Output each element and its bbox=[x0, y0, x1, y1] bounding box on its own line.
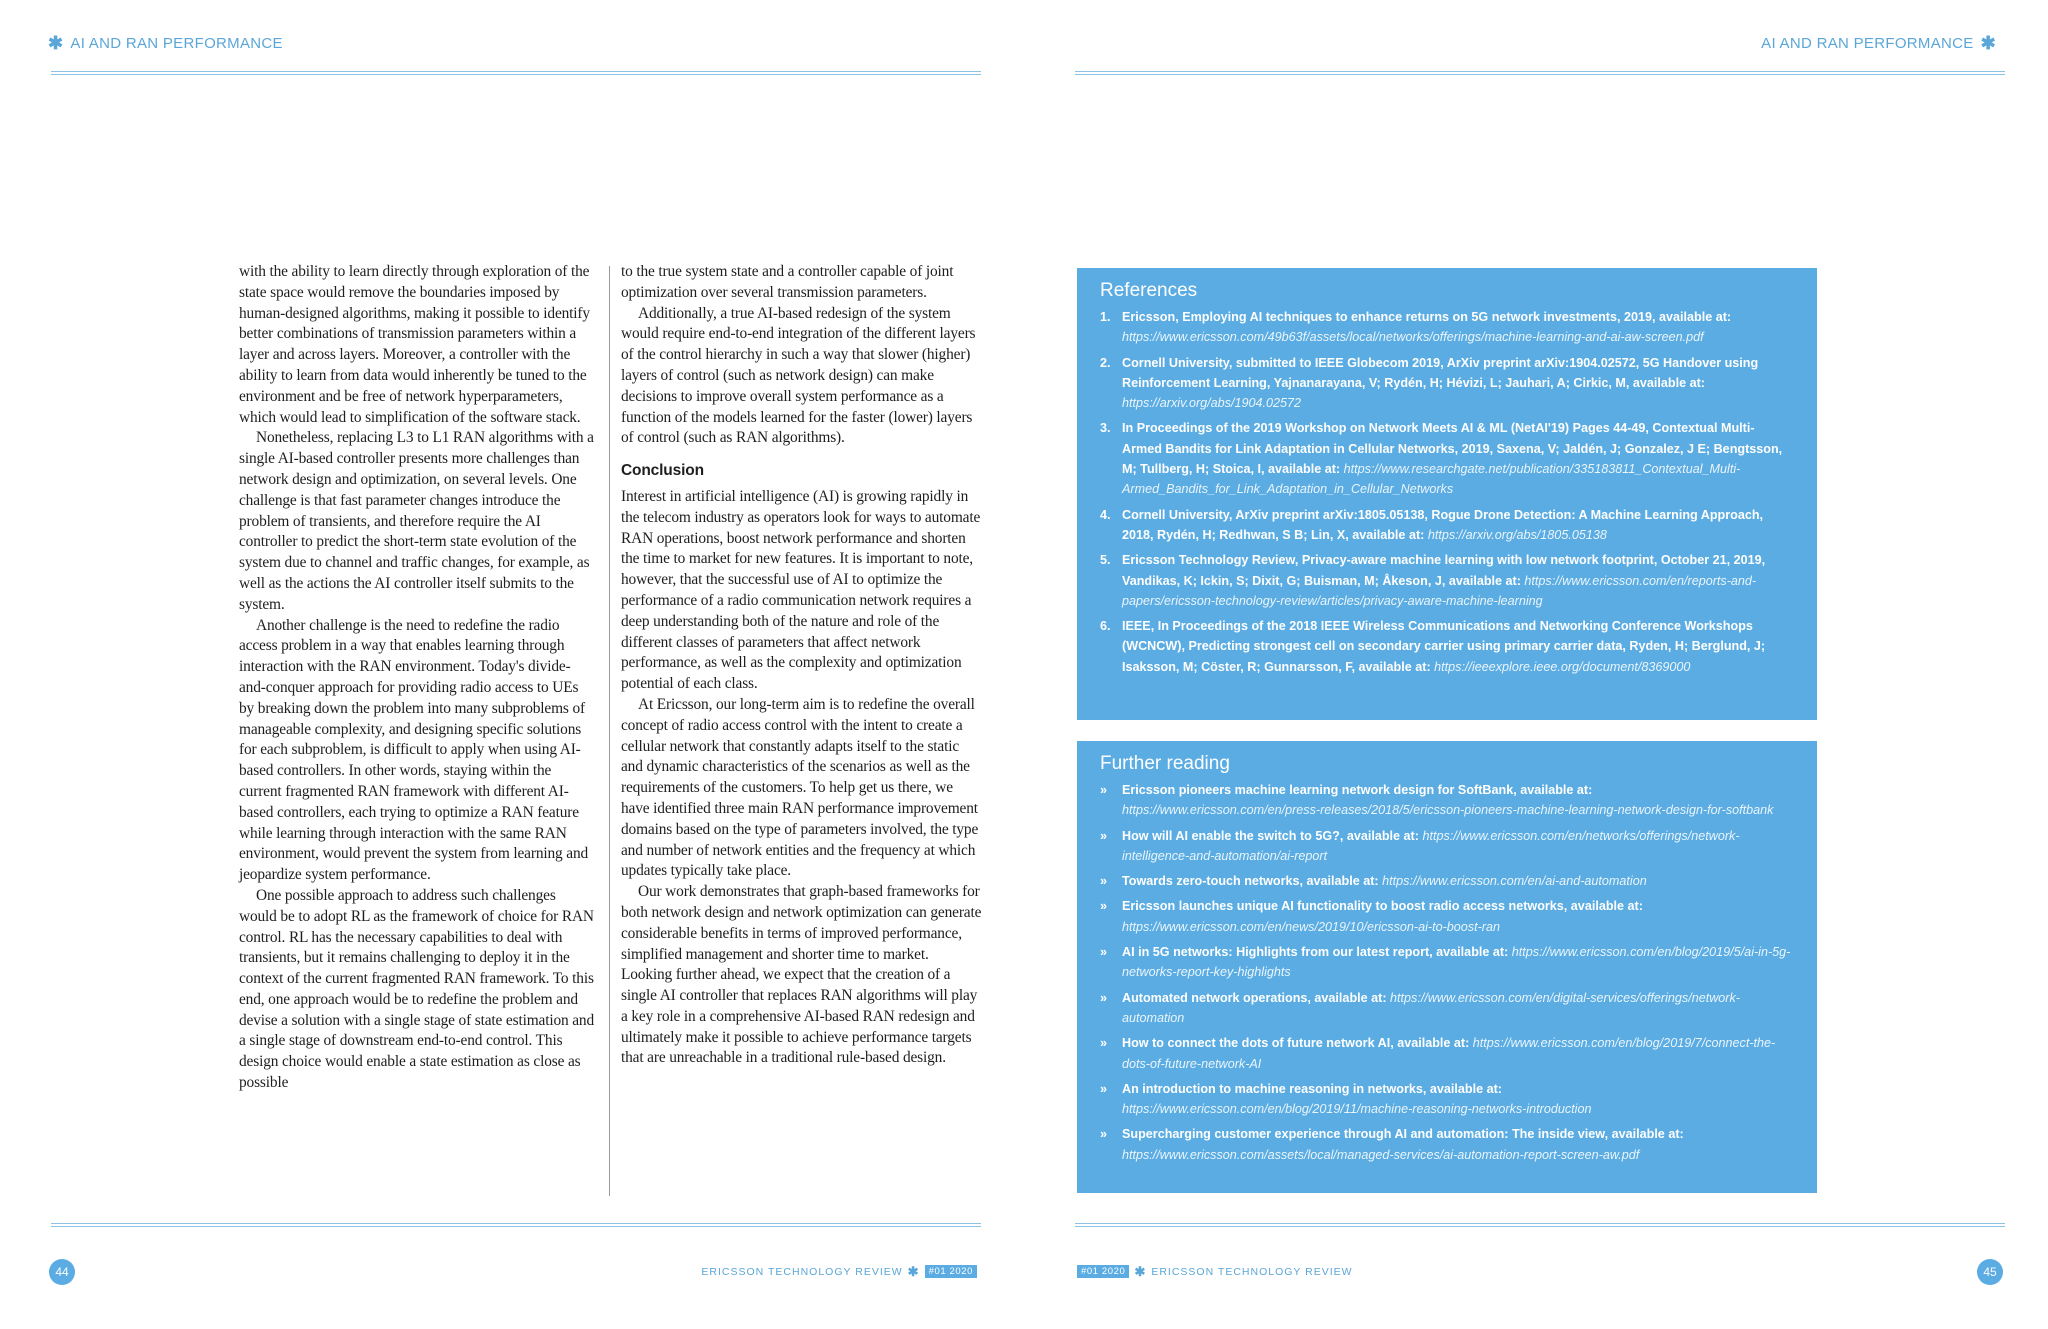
reference-link[interactable]: https://ieeexplore.ieee.org/document/8369000 bbox=[1434, 659, 1691, 674]
article-column-2 bbox=[621, 262, 983, 1069]
further-reading-link[interactable]: https://www.ericsson.com/en/blog/2019/11/machine-reasoning-networks-introduction bbox=[1122, 1102, 1592, 1117]
body-paragraph: At Ericsson, our long-term aim is to redefine the overall concept of radio access control with the intent to create a cellular network that constantly adapts itself to the static and dynamic characteristics of the scenarios as well as the requirements of the customers. To help get us there, we have identified three main RAN performance improvement domains based on the type of parameters involved, the type and number of network entities and the frequency at which updates typically take place. bbox=[621, 695, 979, 880]
column-divider bbox=[609, 266, 610, 1196]
asterisk-icon: ✱ bbox=[907, 1264, 920, 1279]
footer-rule-left bbox=[51, 1223, 981, 1227]
double-chevron-icon: » bbox=[1100, 828, 1108, 843]
body-paragraph: Additionally, a true AI-based redesign of the system would require end-to-end integration of the different layers of the control hierarchy in such a way that slower (higher) layers of control (such as network design) can make decisions to improve overall system performance as a function of the models learned for the faster (lower) layers of control (such as RAN algorithms). bbox=[621, 304, 976, 447]
reference-text: Ericsson, Employing AI techniques to enhance returns on 5G network investments, 2019, available at: bbox=[1122, 310, 1732, 324]
further-reading-link[interactable]: https://www.ericsson.com/en/press-releases/2018/5/ericsson-pioneers-machine-learning-network-design-for-softbank bbox=[1122, 803, 1774, 818]
reference-number: 5. bbox=[1100, 553, 1111, 568]
asterisk-icon: ✱ bbox=[1134, 1264, 1147, 1279]
further-reading-item bbox=[1100, 1124, 1793, 1165]
further-reading-text: Automated network operations, available at: bbox=[1122, 990, 1387, 1005]
further-reading-item bbox=[1100, 826, 1793, 867]
running-header-right bbox=[1761, 34, 1996, 52]
further-reading-text: An introduction to machine reasoning in networks, available at: bbox=[1122, 1081, 1502, 1096]
reference-item bbox=[1100, 307, 1793, 348]
reference-item bbox=[1100, 418, 1793, 499]
reference-link[interactable]: https://www.ericsson.com/en/reports-and-papers/ericsson-technology-review/articles/privacy-aware-machine-learning bbox=[1122, 573, 1757, 608]
double-chevron-icon: » bbox=[1100, 783, 1108, 797]
reference-link[interactable]: https://arxiv.org/abs/1805.05138 bbox=[1427, 527, 1607, 542]
reference-text: Cornell University, ArXiv preprint arXiv:1805.05138, Rogue Drone Detection: A Machine Learning Approach, 2018, Rydén, H; Redhwan, S B; Lin, X, available at: bbox=[1122, 507, 1764, 542]
footer-right bbox=[1077, 1265, 1353, 1278]
further-reading-link[interactable]: https://www.ericsson.com/assets/local/managed-services/ai-automation-report-screen-aw.pdf bbox=[1122, 1147, 1640, 1162]
further-reading-link[interactable]: https://www.ericsson.com/en/news/2019/10/ericsson-ai-to-boost-ran bbox=[1122, 919, 1500, 934]
further-reading-box bbox=[1077, 741, 1817, 1193]
further-reading-item bbox=[1100, 896, 1793, 937]
issue-badge: #01 2020 bbox=[1077, 1265, 1129, 1278]
further-reading-text: Ericsson launches unique AI functionality to boost radio access networks, available at: bbox=[1122, 899, 1643, 914]
further-reading-text: Towards zero-touch networks, available at: bbox=[1122, 874, 1379, 889]
header-rule-left bbox=[51, 71, 981, 75]
body-paragraph: to the true system state and a controller capable of joint optimization over several transmission parameters. bbox=[621, 263, 954, 301]
page-number-right: 45 bbox=[1977, 1259, 2003, 1285]
publication-name: ERICSSON TECHNOLOGY REVIEW bbox=[701, 1265, 903, 1278]
body-paragraph: Nonetheless, replacing L3 to L1 RAN algorithms with a single AI-based controller presents more challenges than network design and optimization, on several levels. One challenge is that fast parameter changes introduce the problem of transients, and therefore require the AI controller to predict the short-term state evolution of the system due to channel and traffic changes, for example, as well as the actions the AI controller itself submits to the system. bbox=[239, 429, 594, 613]
reference-link[interactable]: https://arxiv.org/abs/1904.02572 bbox=[1122, 396, 1301, 411]
double-chevron-icon: » bbox=[1100, 1081, 1108, 1096]
further-reading-text: Ericsson pioneers machine learning network design for SoftBank, available at: bbox=[1122, 783, 1593, 797]
reference-text: Ericsson Technology Review, Privacy-aware machine learning with low network footprint, October 21, 2019, Vandikas, K; Ickin, S; Dixit, G; Buisman, M; Åkeson, J, available at: bbox=[1122, 553, 1766, 588]
reference-number: 1. bbox=[1100, 310, 1111, 324]
body-paragraph: Our work demonstrates that graph-based frameworks for both network design and network optimization can generate considerable benefits in terms of improved performance, simplified management and shorter time to market. Looking further ahead, we expect that the creation of a single AI controller that replaces RAN algorithms will play a key role in a comprehensive AI-based RAN redesign and ultimately make it possible to achieve performance targets that are unreachable in a traditional rule-based design. bbox=[621, 883, 982, 1067]
section-title-right: AI AND RAN PERFORMANCE bbox=[1761, 34, 1974, 52]
double-chevron-icon: » bbox=[1100, 1036, 1108, 1051]
references-list bbox=[1100, 307, 1793, 677]
double-chevron-icon: » bbox=[1100, 990, 1108, 1005]
double-chevron-icon: » bbox=[1100, 945, 1108, 960]
further-reading-text: Supercharging customer experience through AI and automation: The inside view, available at: bbox=[1122, 1127, 1684, 1142]
further-reading-text: AI in 5G networks: Highlights from our latest report, available at: bbox=[1122, 945, 1509, 960]
further-reading-item bbox=[1100, 871, 1793, 891]
footer-left bbox=[701, 1265, 977, 1278]
further-reading-item bbox=[1100, 780, 1793, 821]
reference-item bbox=[1100, 616, 1793, 677]
double-chevron-icon: » bbox=[1100, 1127, 1108, 1142]
further-reading-link[interactable]: https://www.ericsson.com/en/blog/2019/7/connect-the-dots-of-future-network-AI bbox=[1122, 1036, 1776, 1071]
further-reading-title: Further reading bbox=[1100, 753, 1230, 774]
reference-item bbox=[1100, 505, 1793, 546]
further-reading-link[interactable]: https://www.ericsson.com/en/networks/offerings/network-intelligence-and-automation/ai-report bbox=[1122, 828, 1740, 863]
references-box bbox=[1077, 268, 1817, 720]
reference-link[interactable]: https://www.ericsson.com/49b63f/assets/local/networks/offerings/machine-learning-and-ai-aw-screen.pdf bbox=[1122, 330, 1704, 345]
article-column-1 bbox=[239, 262, 597, 1094]
reference-text: In Proceedings of the 2019 Workshop on Network Meets AI & ML (NetAI'19) Pages 44-49, Contextual Multi-Armed Bandits for Link Adaptation in Cellular Networks, 2019, Saxena, V; Jaldén, J; Gonzalez, J E; Bengtsson, M; Tullberg, H; Stoica, I, available at: bbox=[1122, 421, 1783, 477]
reference-number: 2. bbox=[1100, 355, 1111, 370]
body-paragraph: Another challenge is the need to redefine the radio access problem in a way that enables learning through interaction with the RAN environment. Today's divide-and-conquer approach for providing radio access to UEs by breaking down the problem into many subproblems of manageable complexity, and designing specific solutions for each subproblem, is difficult to apply when using AI-based controllers. In other words, staying within the current fragmented RAN framework with different AI-based controllers, each trying to optimize a RAN feature while learning through interaction with the same RAN environment, would prevent the system from learning and jeopardize system performance. bbox=[239, 616, 589, 884]
header-rule-right bbox=[1075, 71, 2005, 75]
double-chevron-icon: » bbox=[1100, 874, 1108, 889]
asterisk-icon: ✱ bbox=[1980, 33, 1996, 53]
further-reading-item bbox=[1100, 988, 1793, 1029]
further-reading-item bbox=[1100, 1033, 1793, 1074]
reference-number: 6. bbox=[1100, 619, 1111, 634]
further-reading-link[interactable]: https://www.ericsson.com/en/ai-and-automation bbox=[1382, 874, 1647, 889]
footer-rule-right bbox=[1075, 1223, 2005, 1227]
reference-item bbox=[1100, 550, 1793, 611]
reference-number: 4. bbox=[1100, 507, 1111, 522]
reference-link[interactable]: https://www.researchgate.net/publication/335183811_Contextual_Multi-Armed_Bandits_for_Link_Adaptation_in_Cellular_Networks bbox=[1122, 462, 1741, 497]
further-reading-text: How will AI enable the switch to 5G?, available at: bbox=[1122, 828, 1419, 843]
body-paragraph: with the ability to learn directly through exploration of the state space would remove the boundaries imposed by human-designed algorithms, making it possible to identify better combinations of transmission parameters within a layer and across layers. Moreover, a controller with the ability to learn from data would inherently be tuned to the environment and be free of network hyperparameters, which would lead to simplification of the software stack. bbox=[239, 263, 590, 426]
reference-number: 3. bbox=[1100, 421, 1111, 436]
issue-badge: #01 2020 bbox=[925, 1265, 977, 1278]
further-reading-link[interactable]: https://www.ericsson.com/en/digital-services/offerings/network-automation bbox=[1122, 990, 1740, 1025]
conclusion-heading: Conclusion bbox=[621, 462, 704, 480]
further-reading-text: How to connect the dots of future network AI, available at: bbox=[1122, 1036, 1470, 1051]
publication-name: ERICSSON TECHNOLOGY REVIEW bbox=[1151, 1265, 1353, 1278]
body-paragraph: One possible approach to address such challenges would be to adopt RL as the framework of choice for RAN control. RL has the necessary capabilities to deal with transients, but it remains challenging to deploy it in the context of the current fragmented RAN framework. To this end, one approach would be to redefine the problem and devise a solution with a single stage of state estimation and a single stage of downstream end-to-end control. This design choice would enable a state estimation as close as possible bbox=[239, 886, 595, 1092]
running-header-left bbox=[48, 34, 283, 52]
further-reading-list bbox=[1100, 780, 1793, 1165]
references-title: References bbox=[1100, 280, 1198, 301]
reference-text: IEEE, In Proceedings of the 2018 IEEE Wireless Communications and Networking Conference Workshops (WCNCW), Predicting strongest cell on secondary carrier using primary carrier data, Ryden, H; Berglund, J; Isaksson, M; Cöster, R; Gunnarsson, F, available at: bbox=[1122, 619, 1766, 674]
reference-text: Cornell University, submitted to IEEE Globecom 2019, ArXiv preprint arXiv:1904.02572, 5G Handover using Reinforcement Learning, Yajnanarayana, V; Rydén, H; Hévizi, L; Jauhari, A; Cirkic, M, available at: bbox=[1122, 355, 1759, 390]
reference-item bbox=[1100, 353, 1793, 414]
page-number-left: 44 bbox=[49, 1259, 75, 1285]
section-title-left: AI AND RAN PERFORMANCE bbox=[70, 34, 283, 52]
body-paragraph: Interest in artificial intelligence (AI) is growing rapidly in the telecom industry as operators look for ways to automate RAN operations, boost network performance and shorten the time to market for new features. It is important to note, however, that the successful use of AI to optimize the performance of a radio communication network requires a deep understanding both of the nature and role of the different classes of parameters that affect network performance, as well as the complexity and optimization potential of each class. bbox=[621, 487, 981, 693]
further-reading-link[interactable]: https://www.ericsson.com/en/blog/2019/5/ai-in-5g-networks-report-key-highlights bbox=[1122, 945, 1791, 980]
further-reading-item bbox=[1100, 942, 1793, 983]
further-reading-item bbox=[1100, 1079, 1793, 1120]
double-chevron-icon: » bbox=[1100, 899, 1108, 914]
asterisk-icon: ✱ bbox=[48, 33, 64, 53]
